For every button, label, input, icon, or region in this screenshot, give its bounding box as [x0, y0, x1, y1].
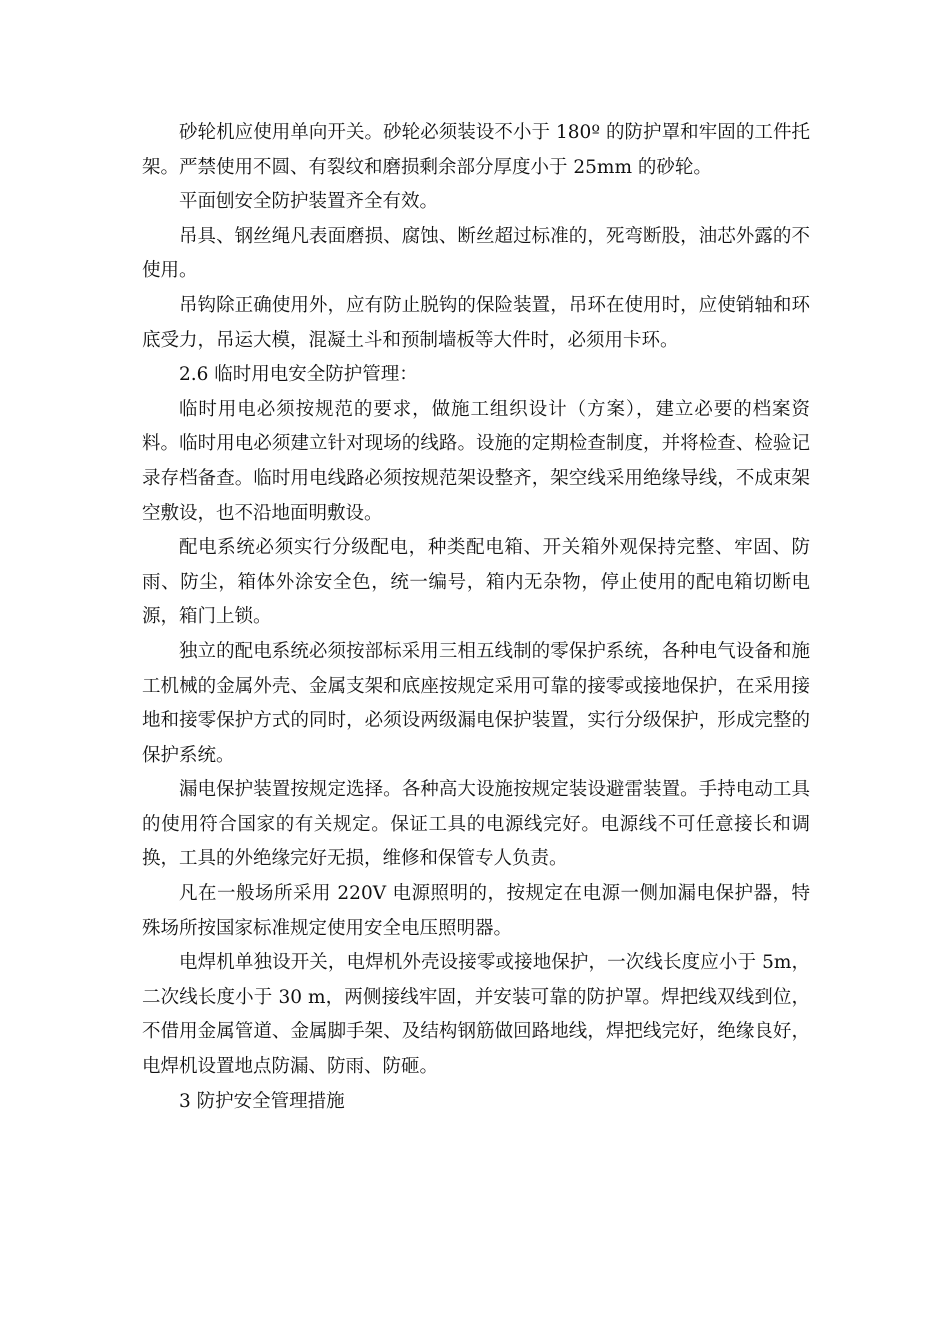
paragraph-leakage-protection: 漏电保护装置按规定选择。各种高大设施按规定装设避雷装置。手持电动工具的使用符合国家的有关规定。保证工具的电源线完好。电源线不可任意接长和调换，工具的外绝缘完好无损，维修和保管专人负责。	[142, 779, 810, 870]
paragraph-planer: 平面刨安全防护装置齐全有效。	[179, 191, 439, 213]
paragraph-welding: 电焊机单独设开关，电焊机外壳设接零或接地保护，一次线长度应小于 5m，二次线长度小于 30 m，两侧接线牢固，并安装可靠的防护罩。焊把线双线到位，不借用金属管道、金属脚手架、及结构钢筋做回路地线，焊把线完好，绝缘良好，电焊机设置地点防漏、防雨、防砸。	[142, 952, 810, 1078]
document-body	[142, 116, 810, 1119]
paragraph-grinder: 砂轮机应使用单向开关。砂轮必须装设不小于 180º 的防护罩和牢固的工件托架。严禁使用不圆、有裂纹和磨损剩余部分厚度小于 25mm 的砂轮。	[142, 122, 810, 178]
paragraph-protection-system: 独立的配电系统必须按部标采用三相五线制的零保护系统，各种电气设备和施工机械的金属外壳、金属支架和底座按规定采用可靠的接零或接地保护，在采用接地和接零保护方式的同时，必须设两级漏电保护装置，实行分级保护，形成完整的保护系统。	[142, 640, 810, 766]
section-heading-3: 3 防护安全管理措施	[179, 1090, 345, 1112]
paragraph-hook: 吊钩除正确使用外，应有防止脱钩的保险装置，吊环在使用时，应使销轴和环底受力，吊运大模，混凝土斗和预制墙板等大件时，必须用卡环。	[142, 294, 810, 351]
paragraph-temporary-power: 临时用电必须按规范的要求，做施工组织设计（方案），建立必要的档案资料。临时用电必须建立针对现场的线路。设施的定期检查制度，并将检查、检验记录存档备查。临时用电线路必须按规范架设整齐，架空线采用绝缘导线，不成束架空敷设，也不沿地面明敷设。	[142, 398, 810, 524]
section-heading-2-6: 2.6 临时用电安全防护管理：	[179, 364, 418, 386]
paragraph-rigging: 吊具、钢丝绳凡表面磨损、腐蚀、断丝超过标准的，死弯断股，油芯外露的不使用。	[142, 225, 810, 282]
paragraph-lighting: 凡在一般场所采用 220V 电源照明的，按规定在电源一侧加漏电保护器，特殊场所按国家标准规定使用安全电压照明器。	[142, 883, 810, 939]
paragraph-distribution: 配电系统必须实行分级配电，种类配电箱、开关箱外观保持完整、牢固、防雨、防尘，箱体外涂安全色，统一编号，箱内无杂物，停止使用的配电箱切断电源，箱门上锁。	[142, 537, 810, 628]
